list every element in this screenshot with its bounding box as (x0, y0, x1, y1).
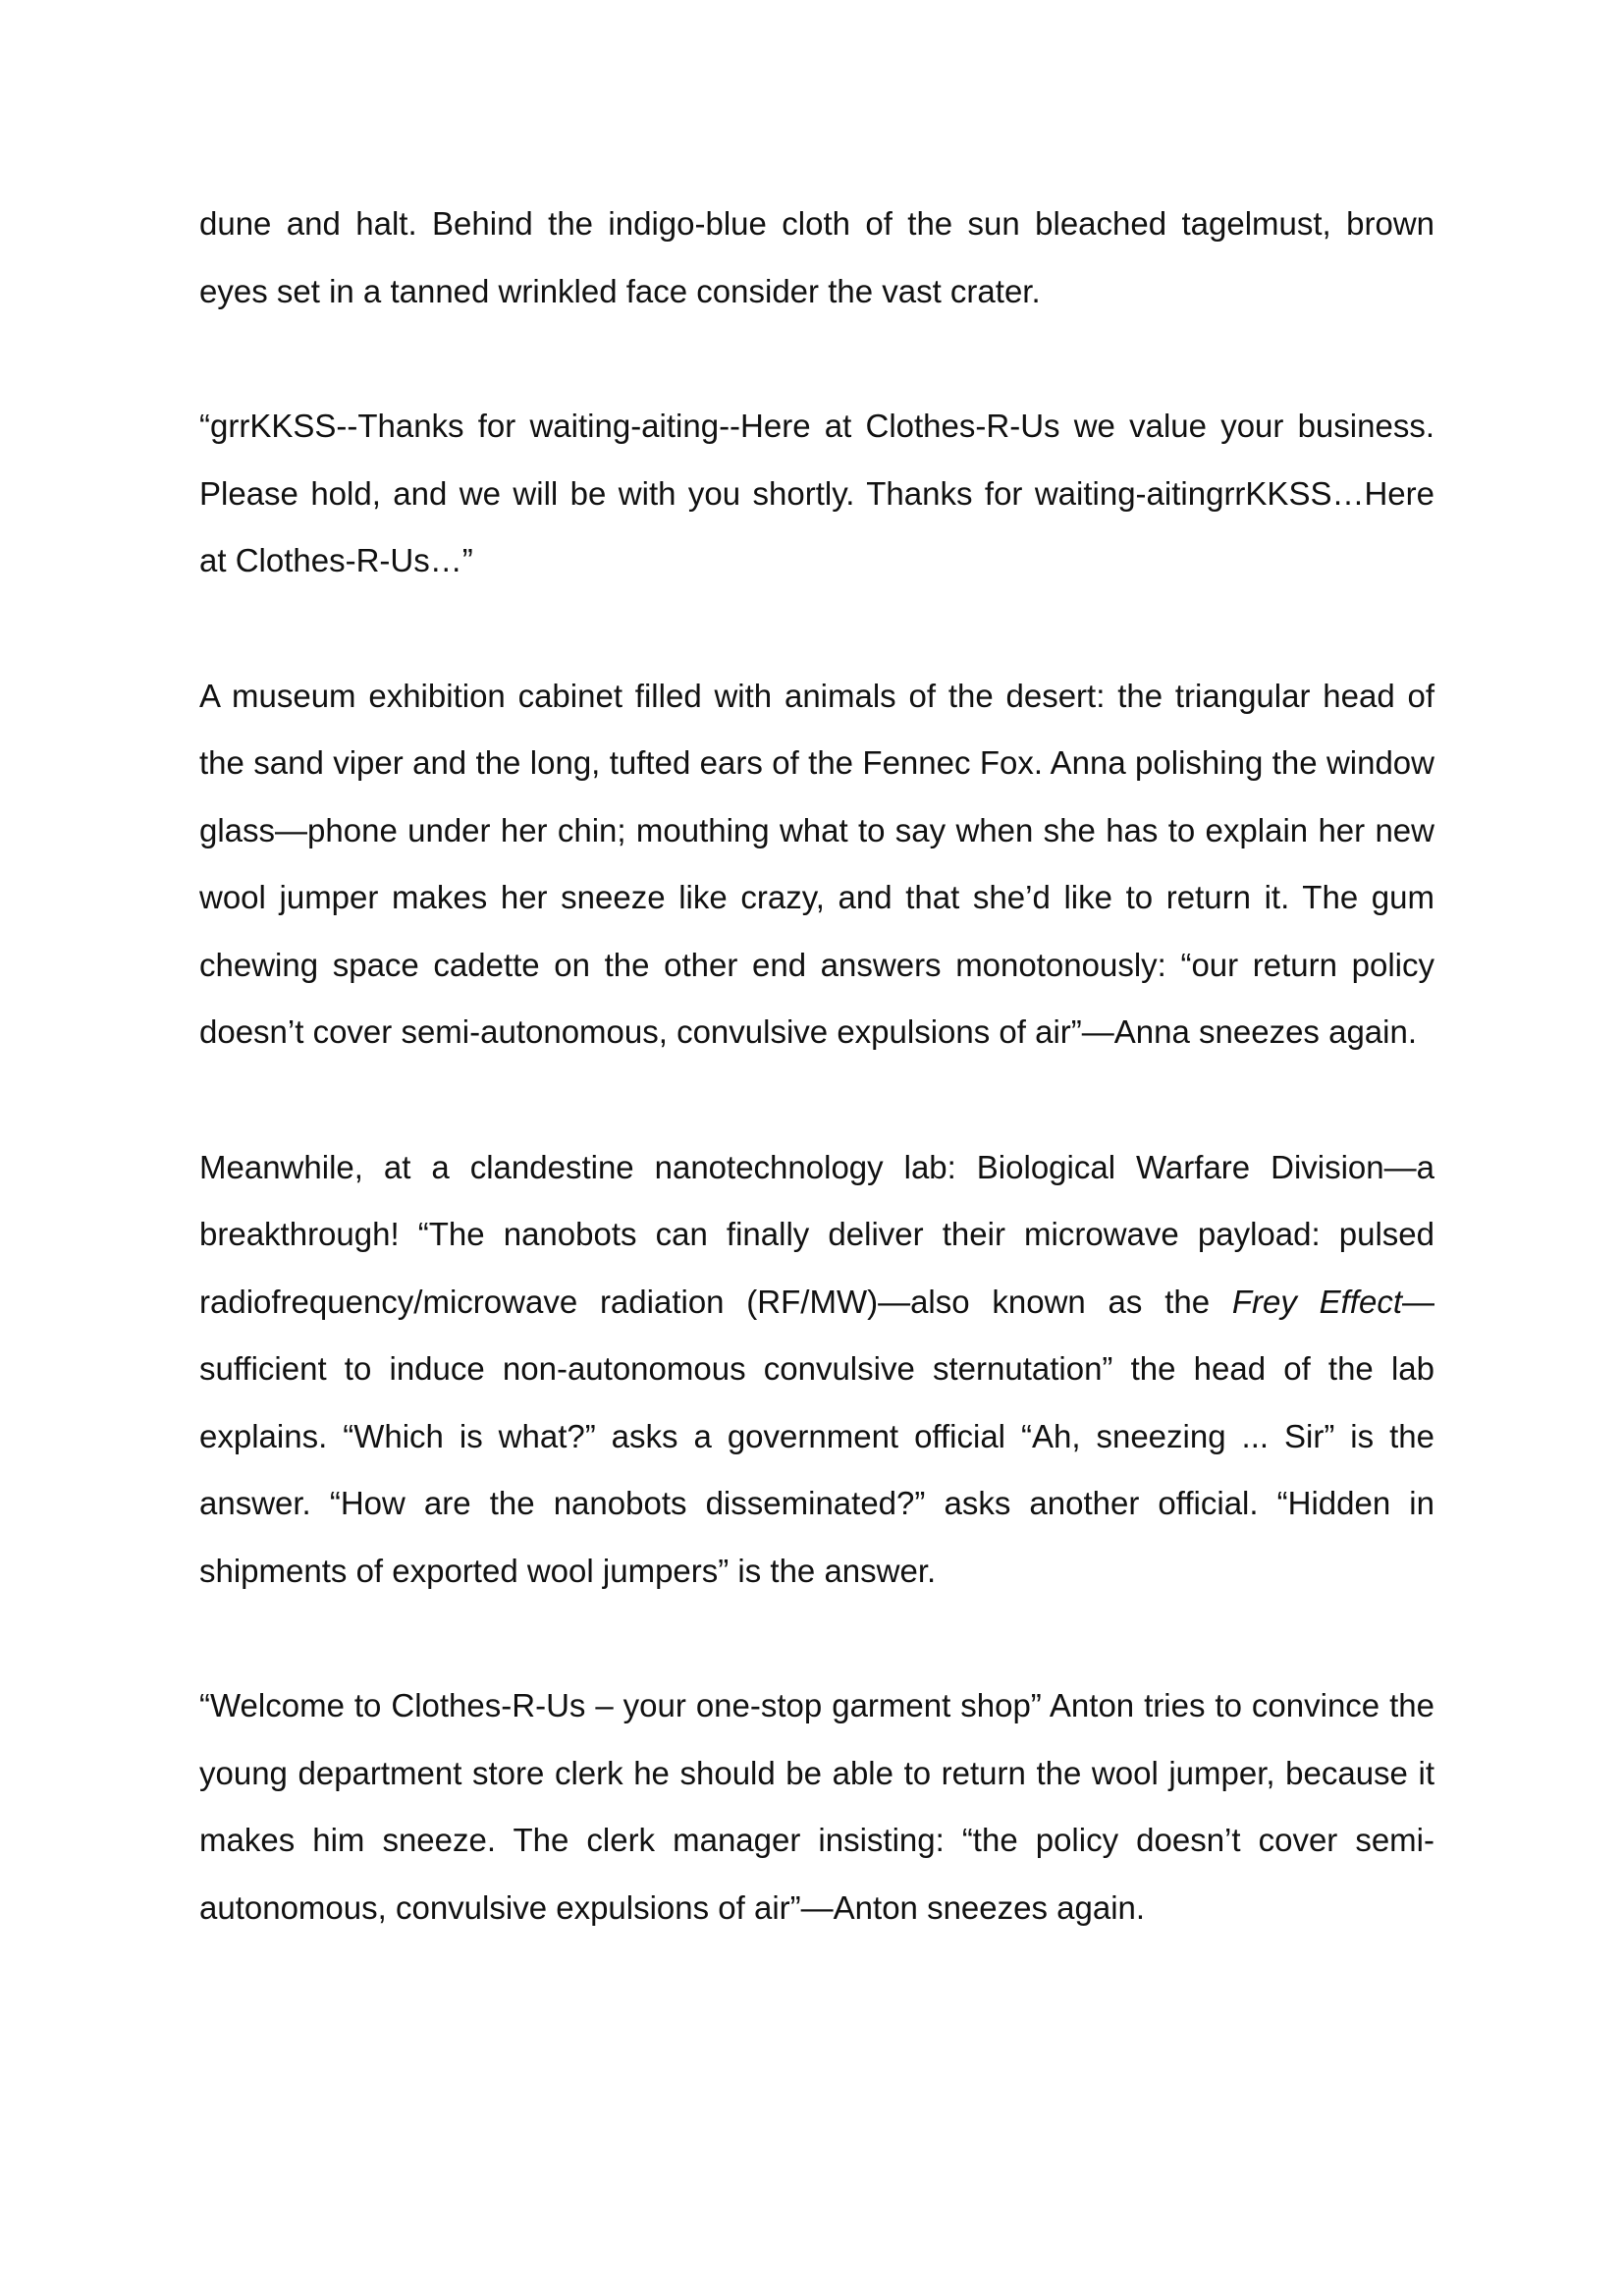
document-page (199, 191, 1434, 1941)
paragraph-5 (199, 1672, 1434, 1941)
paragraph-1-text: dune and halt. Behind the indigo-blue cloth of the sun bleached tagelmust, brown eyes set in a tanned wrinkled face consider the vast crater. (199, 205, 1434, 309)
paragraph-4-italic-term: Frey Effect (1231, 1283, 1402, 1320)
paragraph-4-text-end: —sufficient to induce non-autonomous convulsive sternutation” the head of the lab explains. “Which is what?” asks a government official “Ah, sneezing ... Sir” is the answer. “How are the nanobots disseminated?” asks another official. “Hidden in shipments of exported wool jumpers” is the answer. (199, 1283, 1434, 1589)
paragraph-3-text: A museum exhibition cabinet filled with animals of the desert: the triangular head of the sand viper and the long, tufted ears of the Fennec Fox. Anna polishing the window glass—phone under her chin; mouthing what to say when she has to explain her new wool jumper makes her sneeze like crazy, and that she’d like to return it. The gum chewing space cadette on the other end answers monotonously: “our return policy doesn’t cover semi-autonomous, convulsive expulsions of air”—Anna sneezes again. (199, 677, 1434, 1050)
paragraph-5-text: “Welcome to Clothes-R-Us – your one-stop garment shop” Anton tries to convince the young department store clerk he should be able to return the wool jumper, because it makes him sneeze. The clerk manager insisting: “the policy doesn’t cover semi-autonomous, convulsive expulsions of air”—Anton sneezes again. (199, 1687, 1434, 1926)
paragraph-4-text-start: Meanwhile, at a clandestine nanotechnology lab: Biological Warfare Division—a breakthrough! “The nanobots can finally deliver their microwave payload: pulsed radiofrequency/microwave radiation (RF/MW)—also known as the (199, 1148, 1434, 1320)
paragraph-3 (199, 663, 1434, 1066)
paragraph-4 (199, 1134, 1434, 1606)
paragraph-2-text: “grrKKSS--Thanks for waiting-aiting--Here at Clothes-R-Us we value your business. Please hold, and we will be with you shortly. Thanks for waiting-aitingrrKKSS…Here at Clothes-R-Us…” (199, 408, 1434, 578)
paragraph-1 (199, 191, 1434, 325)
paragraph-2 (199, 393, 1434, 595)
